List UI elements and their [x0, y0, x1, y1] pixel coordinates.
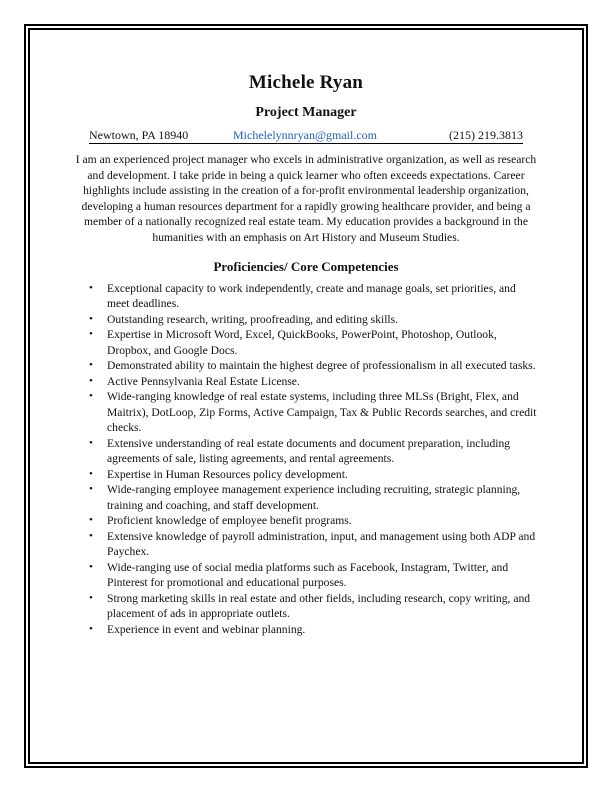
competencies-list — [76, 281, 536, 638]
bullet-icon: • — [89, 374, 93, 387]
list-item — [76, 327, 537, 358]
list-item — [76, 622, 537, 638]
list-item — [76, 436, 537, 467]
list-item — [76, 560, 537, 591]
list-item-text: Extensive knowledge of payroll administration, input, and management using both ADP and Paychex. — [107, 529, 536, 559]
bullet-icon: • — [89, 529, 93, 542]
bullet-icon: • — [89, 591, 93, 604]
bullet-icon: • — [89, 622, 93, 635]
contact-line — [89, 128, 523, 144]
list-item — [76, 281, 537, 312]
list-item-text: Strong marketing skills in real estate and other fields, including research, copy writing, and placement of ads in appropriate outlets. — [107, 591, 531, 621]
list-item-text: Outstanding research, writing, proofreading, and editing skills. — [107, 312, 399, 326]
list-item — [76, 482, 537, 513]
bullet-icon: • — [89, 483, 93, 496]
email-link[interactable]: Michelelynnryan@gmail.com — [233, 128, 378, 142]
competencies-heading: Proficiencies/ Core Competencies — [213, 258, 399, 274]
list-item — [76, 389, 537, 436]
list-item-text: Wide-ranging knowledge of real estate systems, including three MLSs (Bright, Flex, and Maitrix), DotLoop, Zip Forms, Active Campaign, Tax & Public Records searches, and credit checks. — [107, 390, 537, 435]
list-item — [76, 374, 537, 390]
summary-paragraph: I am an experienced project manager who excels in administrative organization, as well as research and development. I take pride in being a quick learner who often exceeds expectations. Career highlights include assisting in the creation of a for-profit environmental leadership organization, developing a human resources department for a rapidly growing healthcare provider, and being a member of a nationally recognized real estate team. My education provides a background in the humanities with an emphasis on Art History and Museum Studies. — [75, 153, 537, 244]
phone-number: (215) 219.3813 — [449, 128, 523, 142]
job-title: Project Manager — [255, 105, 357, 120]
list-item — [76, 513, 537, 529]
list-item-text: Expertise in Microsoft Word, Excel, QuickBooks, PowerPoint, Photoshop, Outlook, Dropbox, and Google Docs. — [107, 328, 497, 357]
list-item-text: Extensive understanding of real estate documents and document preparation, including agreements of sale, listing agreements, and rental agreements. — [107, 436, 511, 466]
bullet-icon: • — [89, 514, 93, 527]
list-item-text: Demonstrated ability to maintain the highest degree of professionalism in all executed tasks. — [107, 359, 536, 373]
list-item-text: Wide-ranging use of social media platforms such as Facebook, Instagram, Twitter, and Pinterest for promotional and educational purposes. — [107, 560, 509, 590]
bullet-icon: • — [89, 281, 93, 294]
resume-page — [76, 70, 536, 637]
list-item-text: Wide-ranging employee management experience including recruiting, strategic planning, training and coaching, and staff development. — [107, 483, 521, 512]
list-item — [76, 467, 537, 483]
bullet-icon: • — [89, 436, 93, 449]
list-item-text: Expertise in Human Resources policy development. — [107, 467, 348, 481]
bullet-icon: • — [89, 390, 93, 403]
list-item — [76, 358, 537, 374]
list-item-text: Experience in event and webinar planning. — [107, 622, 306, 636]
location: Newtown, PA 18940 — [89, 128, 189, 142]
list-item — [76, 312, 537, 328]
bullet-icon: • — [89, 560, 93, 573]
list-item-text: Exceptional capacity to work independently, create and manage goals, set priorities, and meet deadlines. — [107, 281, 516, 311]
bullet-icon: • — [89, 467, 93, 480]
list-item-text: Proficient knowledge of employee benefit programs. — [107, 514, 352, 528]
candidate-name: Michele Ryan — [248, 72, 364, 93]
bullet-icon: • — [89, 312, 93, 325]
list-item — [76, 591, 537, 622]
list-item — [76, 529, 537, 560]
bullet-icon: • — [89, 359, 93, 372]
bullet-icon: • — [89, 328, 93, 341]
list-item-text: Active Pennsylvania Real Estate License. — [107, 374, 300, 388]
